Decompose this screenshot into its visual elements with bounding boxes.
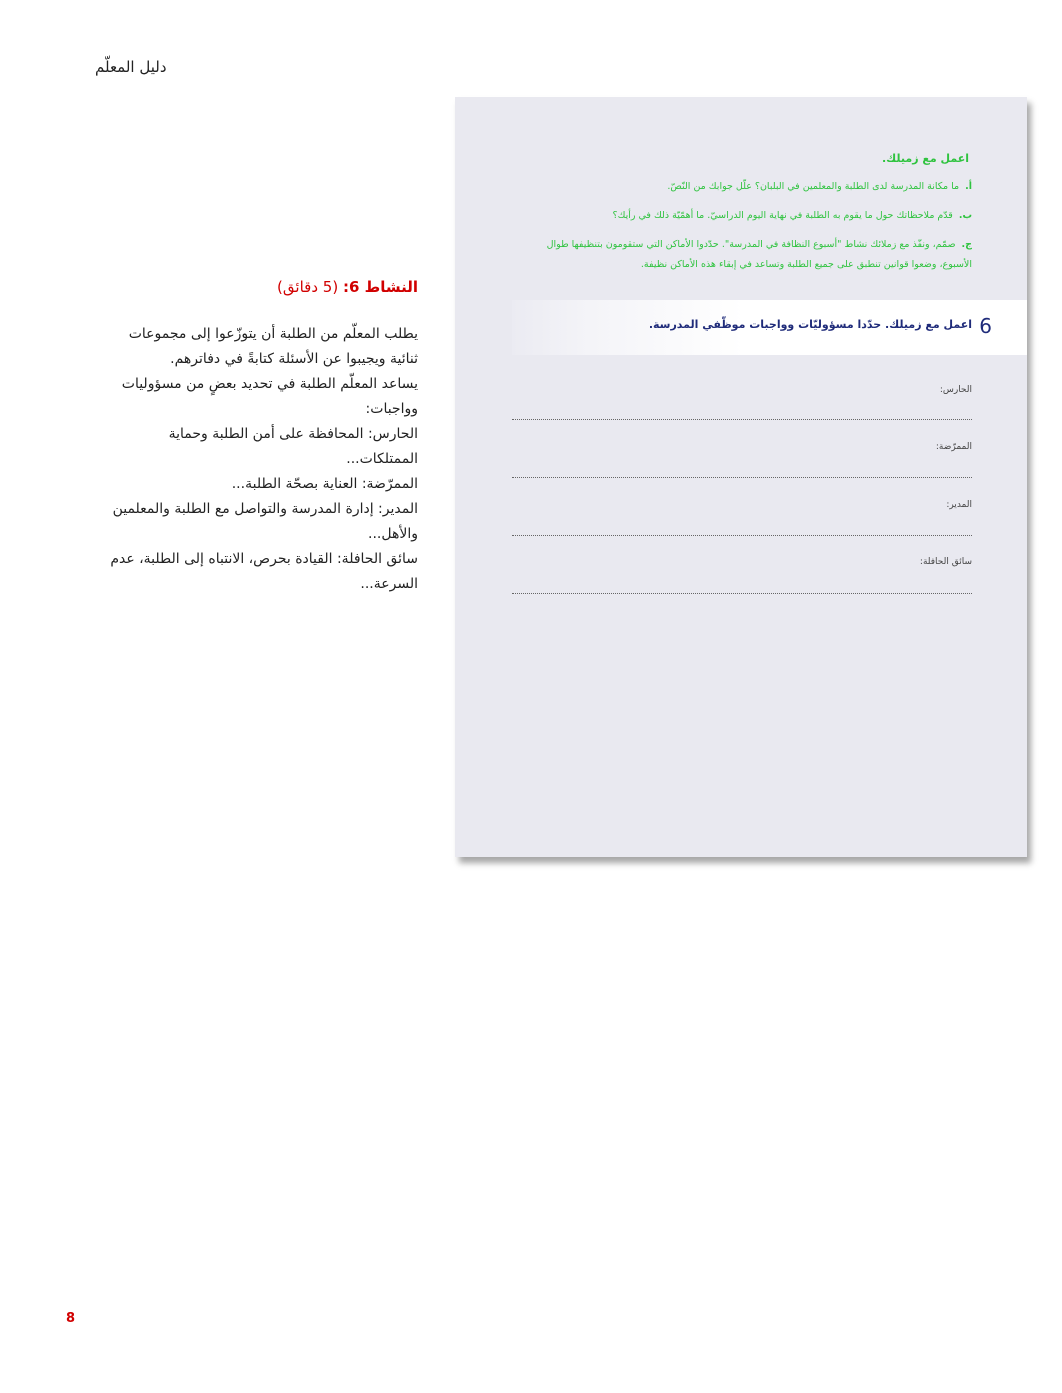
question-b bbox=[532, 206, 972, 226]
teacher-notes bbox=[100, 322, 418, 597]
field-label-guard: الحارس: bbox=[939, 385, 972, 395]
field-label-nurse: الممرّضة: bbox=[935, 442, 972, 452]
page-number: 8 bbox=[66, 1311, 76, 1326]
exercise-title: اعمل مع زميلك. bbox=[881, 152, 969, 165]
answer-line-nurse[interactable] bbox=[512, 477, 972, 478]
field-label-principal: المدير: bbox=[946, 500, 972, 510]
notes-paragraph: سائق الحافلة: القيادة بحرص، الانتباه إلى الطلبة، عدم السرعة... bbox=[110, 551, 418, 592]
question-a bbox=[532, 177, 972, 197]
guide-title: دليل المعلّم bbox=[95, 58, 167, 76]
question-letter: ب. bbox=[958, 210, 972, 221]
task-number: 6 bbox=[979, 314, 992, 338]
answer-line-bus-driver[interactable] bbox=[512, 593, 972, 594]
notes-paragraph: الحارس: المحافظة على أمن الطلبة وحماية الممتلكات... bbox=[168, 426, 418, 467]
question-letter: أ. bbox=[965, 181, 972, 192]
answer-line-principal[interactable] bbox=[512, 535, 972, 536]
activity-heading bbox=[120, 278, 418, 296]
field-label-bus-driver: سائق الحافلة: bbox=[919, 557, 972, 567]
notes-paragraph: المدير: إدارة المدرسة والتواصل مع الطلبة والمعلمين والأهل... bbox=[112, 501, 418, 542]
notes-paragraph: يطلب المعلّم من الطلبة أن يتوزّعوا إلى مجموعات ثنائية ويجيبوا عن الأسئلة كتابةً في دفاترهم. bbox=[128, 326, 418, 367]
activity-duration: (5 دقائق) bbox=[277, 278, 339, 296]
notes-paragraph: الممرّضة: العناية بصحّة الطلبة... bbox=[231, 476, 418, 492]
notes-paragraph: يساعد المعلّم الطلبة في تحديد بعضٍ من مسؤوليات وواجبات: bbox=[121, 376, 418, 417]
student-book-page bbox=[455, 97, 1027, 857]
question-text: ما مكانة المدرسة لدى الطلبة والمعلمين في البلبان؟ علّل جوابك من النّصّ. bbox=[667, 181, 960, 192]
activity-label: النشاط 6: bbox=[342, 278, 418, 296]
question-text: صمّم، ونفّذ مع زملائك نشاط "أسبوع النظافة في المدرسة". حدّدوا الأماكن التي ستقومون بتنظيفها طوال الأسبوع، وضعوا قوانين تنطبق على جميع الطلبة وتساعد في إبقاء هذه الأماكن نظيفة. bbox=[546, 239, 972, 270]
answer-line-guard[interactable] bbox=[512, 419, 972, 420]
question-text: قدّم ملاحظاتك حول ما يقوم به الطلبة في نهاية اليوم الدراسيّ. ما أهمّيّة ذلك في رأيك؟ bbox=[612, 210, 953, 221]
question-letter: ج. bbox=[961, 239, 972, 250]
task-title: اعمل مع زميلك. حدّدا مسؤوليّات وواجبات موظّفي المدرسة. bbox=[648, 318, 972, 331]
question-c bbox=[532, 235, 972, 275]
